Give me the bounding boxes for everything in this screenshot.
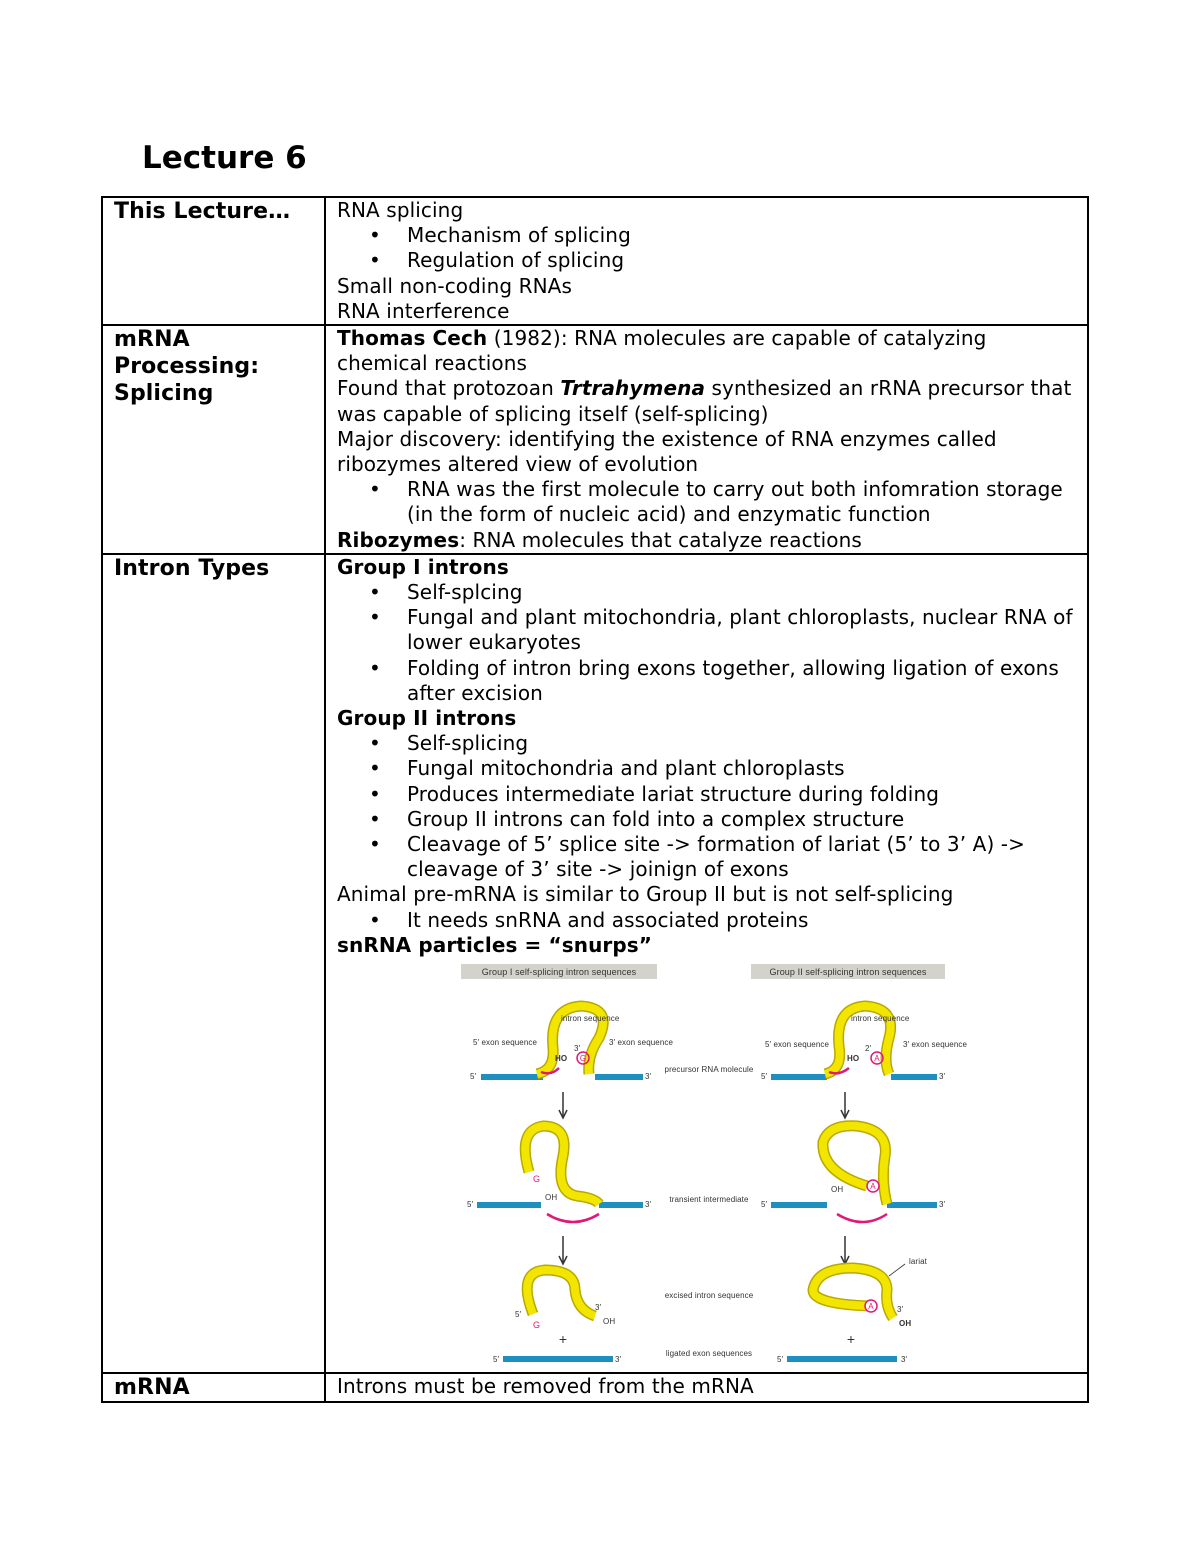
three-prime: 3′ [939,1072,946,1082]
text-line: RNA interference [337,298,510,323]
oh-label: OH [545,1193,558,1203]
list-item: • Folding of intron bring exons together, allowing ligation of exons after excision [337,656,1079,706]
list-item: • Self-splicing [337,731,1079,756]
five-prime: 5′ [777,1355,784,1365]
text-line: Major discovery: identifying the existence of RNA enzymes called ribozymes altered view of evolution [337,426,997,477]
lariat-label: lariat [909,1257,927,1267]
text-span: (1982): RNA molecules are capable of catalyzing chemical reactions [337,326,987,376]
list-item: • Fungal and plant mitochondria, plant chloroplasts, nuclear RNA of lower eukaryotes [337,605,1079,655]
exon-bar [771,1074,827,1080]
five-prime: 5′ [761,1072,768,1082]
a-label: A [874,1054,880,1064]
exon3-label: 3′ exon sequence [903,1040,968,1050]
exon5-label: 5′ exon sequence [765,1040,830,1050]
ho-label: HO [847,1054,860,1064]
text-line [337,528,1079,553]
list-item: • Self-splcing [337,580,1079,605]
two-prime: 2′ [865,1044,872,1054]
text-span: synthesized an rRNA precursor that was capable of splicing itself (self-splicing) [337,376,1072,426]
header-left: Group I self-splicing intron sequences [481,967,637,978]
text-line: Small non-coding RNAs [337,273,572,298]
row-label-text: Intron Types [114,555,270,581]
exon-bar [477,1202,541,1208]
text-span: Found that protozoan [337,376,561,401]
section-heading [337,555,1079,580]
list-item: • Mechanism of splicing [337,223,1079,248]
lariat-pointer [889,1264,905,1276]
list-item: • It needs snRNA and associated proteins [337,908,1079,933]
text-line: Animal pre-mRNA is similar to Group II but is not self-splicing [337,882,954,907]
three-prime: 3′ [645,1200,652,1210]
ligated-exons [503,1356,613,1362]
page-title: Lecture 6 [142,140,307,176]
reaction-arrow [837,1214,887,1222]
five-prime: 5′ [493,1355,500,1365]
exon-bar [599,1202,643,1208]
exon5-label: 5′ exon sequence [473,1038,538,1048]
stage-label-precursor: precursor RNA molecule [664,1065,754,1075]
row-label-text: mRNA Processing: Splicing [114,327,260,407]
term-bold: Ribozymes [337,527,460,552]
five-prime: 5′ [761,1200,768,1210]
self-splicing-diagram [337,960,977,1372]
row-label [102,325,325,554]
oh-label: OH [899,1319,912,1329]
bullet-list [337,731,1079,882]
row-label [102,554,325,1373]
exon3-label: 3′ exon sequence [609,1038,674,1048]
row-content [325,1373,1088,1402]
g-label: G [533,1320,541,1331]
exon-bar [771,1202,827,1208]
oh-label: OH [831,1185,844,1195]
table-row [102,1373,1088,1402]
three-prime: 3′ [645,1072,652,1082]
row-label-text: mRNA [114,1375,190,1401]
plus-sign: + [558,1331,568,1348]
term-bold: Thomas Cech [337,326,488,351]
five-prime: 5′ [467,1200,474,1210]
bullet-list [337,477,1079,527]
five-prime: 5′ [470,1072,477,1082]
text-line [337,326,1079,376]
three-prime: 3′ [574,1044,581,1054]
heading-text: snRNA particles = “snurps” [337,932,653,957]
text-span: : RNA molecules that catalyze reactions [459,527,862,552]
stage-label-ligated: ligated exon sequences [665,1349,753,1359]
table-row [102,197,1088,325]
heading-text: Group II introns [337,706,517,731]
ho-label: HO [555,1054,568,1064]
exon-bar [887,1202,937,1208]
stage-label-excised: excised intron sequence [664,1291,754,1301]
plus-sign: + [846,1331,856,1348]
row-label-text: This Lecture… [114,199,291,224]
notes-table [101,196,1089,1403]
stage-label-transient: transient intermediate [669,1195,749,1205]
intron-label: intron sequence [561,1014,620,1024]
exon-bar [481,1074,543,1080]
section-heading [337,706,1079,731]
row-label [102,197,325,325]
five-prime: 5′ [515,1310,522,1320]
row-content [325,197,1088,325]
three-prime: 3′ [901,1355,908,1365]
three-prime: 3′ [615,1355,622,1365]
three-prime: 3′ [595,1303,602,1313]
list-item: • Regulation of splicing [337,248,1079,273]
bullet-list [337,223,1079,273]
a-label: A [868,1302,874,1312]
oh-label: OH [603,1317,616,1327]
list-item: • Produces intermediate lariat structure during folding [337,782,1079,807]
ligated-exons [787,1356,897,1362]
row-content [325,325,1088,554]
list-item: • Cleavage of 5’ splice site -> formation of lariat (5’ to 3’ A) -> cleavage of 3’ site -> joinign of exons [337,832,1079,882]
bullet-list [337,908,1079,933]
text-line: RNA splicing [337,198,464,222]
table-row [102,325,1088,554]
header-right: Group II self-splicing intron sequences [769,967,927,978]
list-item: • Fungal mitochondria and plant chloroplasts [337,756,1079,781]
row-label [102,1373,325,1402]
exon-bar [595,1074,643,1080]
three-prime: 3′ [897,1305,904,1315]
exon-bar [891,1074,937,1080]
list-item: • Group II introns can fold into a complex structure [337,807,1079,832]
text-line: Introns must be removed from the mRNA [337,1374,754,1399]
g-label: G [579,1054,587,1064]
g-label: G [533,1174,541,1185]
section-heading [337,933,1079,958]
text-line [337,376,1079,426]
list-item: • RNA was the first molecule to carry out both infomration storage (in the form of nucleic acid) and enzymatic function [337,477,1079,527]
table-row [102,554,1088,1373]
bullet-list [337,580,1079,706]
reaction-arrow [547,1214,599,1222]
heading-text: Group I introns [337,554,509,579]
row-content [325,554,1088,1373]
organism-name: Trtrahymena [560,376,706,401]
three-prime: 3′ [939,1200,946,1210]
intron-label: intron sequence [851,1014,910,1024]
a-label: A [870,1182,876,1192]
